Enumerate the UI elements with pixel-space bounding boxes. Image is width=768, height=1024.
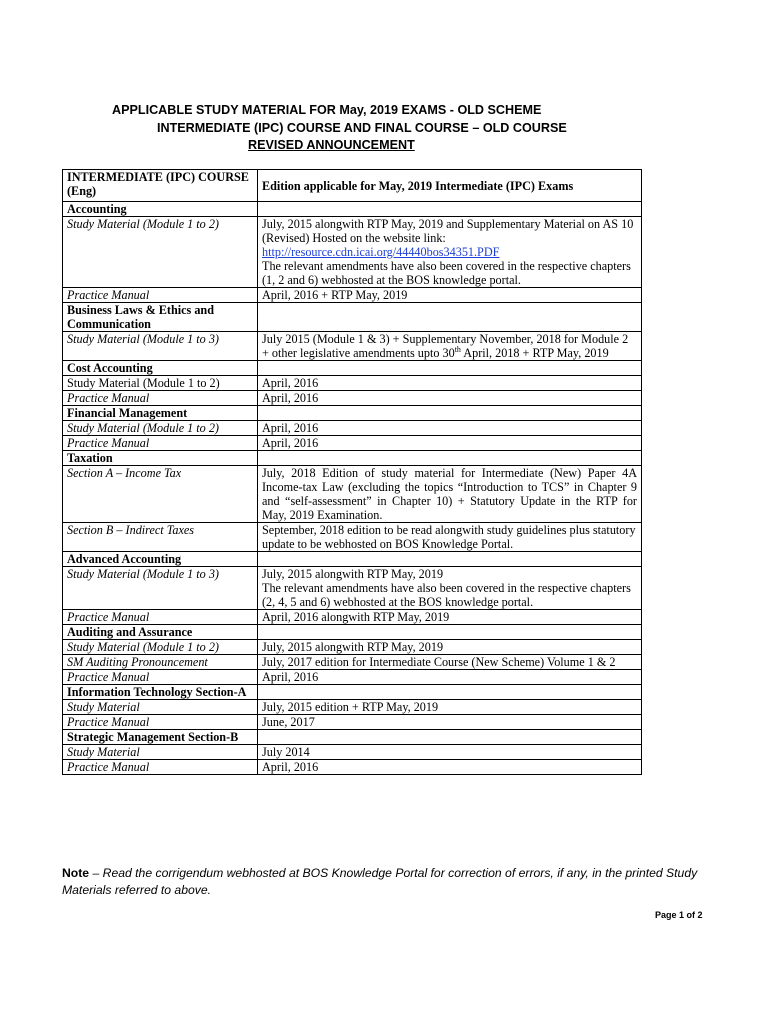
section-heading: Cost Accounting <box>63 361 258 376</box>
row-value-text: The relevant amendments have also been covered in the respective chapters (2, 4, 5 and 6) webhosted at the BOS knowledge portal. <box>262 581 631 609</box>
row-value: April, 2016 <box>258 421 642 436</box>
table-row <box>63 436 642 451</box>
row-value: July, 2015 edition + RTP May, 2019 <box>258 700 642 715</box>
row-label: Section A – Income Tax <box>63 466 258 523</box>
row-label: Practice Manual <box>63 288 258 303</box>
col1-header: INTERMEDIATE (IPC) COURSE (Eng) <box>63 170 258 202</box>
row-label: Study Material (Module 1 to 3) <box>63 567 258 610</box>
footnote <box>62 865 702 899</box>
table-row <box>63 523 642 552</box>
section-row <box>63 406 642 421</box>
section-heading: Business Laws & Ethics and Communication <box>63 303 258 332</box>
row-value: July, 2018 Edition of study material for Intermediate (New) Paper 4A Income-tax Law (excluding the topics “Introduction to TCS” in Chapter 9 and “self-assessment” in Chapter 10) + Statutory Update in the RTP for May, 2019 Examination. <box>258 466 642 523</box>
row-label: Practice Manual <box>63 391 258 406</box>
row-label: Practice Manual <box>63 715 258 730</box>
material-link[interactable]: http://resource.cdn.icai.org/44440bos34351.PDF <box>262 245 500 259</box>
section-heading: Strategic Management Section-B <box>63 730 258 745</box>
row-value-text: The relevant amendments have also been covered in the respective chapters (1, 2 and 6) webhosted at the BOS knowledge portal. <box>262 259 631 287</box>
row-label: Practice Manual <box>63 436 258 451</box>
row-label: Study Material (Module 1 to 2) <box>63 421 258 436</box>
table-row <box>63 760 642 775</box>
section-heading: Accounting <box>63 202 258 217</box>
row-value <box>258 217 642 288</box>
row-label: Study Material <box>63 700 258 715</box>
table-header-row <box>63 170 642 202</box>
table-row <box>63 217 642 288</box>
section-heading: Information Technology Section-A <box>63 685 258 700</box>
row-label: Section B – Indirect Taxes <box>63 523 258 552</box>
note-text: – Read the corrigendum webhosted at BOS Knowledge Portal for correction of errors, if any, in the printed Study Materials referred to above. <box>62 866 698 897</box>
row-value: September, 2018 edition to be read alongwith study guidelines plus statutory update to be webhosted on BOS Knowledge Portal. <box>258 523 642 552</box>
table-row <box>63 391 642 406</box>
table-row <box>63 466 642 523</box>
table-row <box>63 745 642 760</box>
doc-title-line-1: APPLICABLE STUDY MATERIAL FOR May, 2019 EXAMS - OLD SCHEME <box>112 103 542 117</box>
section-row <box>63 685 642 700</box>
table-row <box>63 640 642 655</box>
row-label: Practice Manual <box>63 760 258 775</box>
row-value <box>258 567 642 610</box>
note-label: Note <box>62 866 90 880</box>
row-value <box>258 332 642 361</box>
section-row <box>63 303 642 332</box>
table-row <box>63 376 642 391</box>
table-row <box>63 715 642 730</box>
row-value: April, 2016 alongwith RTP May, 2019 <box>258 610 642 625</box>
row-label: Practice Manual <box>63 610 258 625</box>
row-value-text: July, 2015 alongwith RTP May, 2019 <box>262 567 444 581</box>
row-label: Study Material (Module 1 to 2) <box>63 640 258 655</box>
row-label: Study Material (Module 1 to 2) <box>63 217 258 288</box>
superscript: th <box>454 344 461 354</box>
table-row <box>63 288 642 303</box>
row-value: April, 2016 <box>258 670 642 685</box>
row-value: April, 2016 <box>258 376 642 391</box>
row-value-text: July, 2015 alongwith RTP May, 2019 and Supplementary Material on AS 10 (Revised) Hosted on the website link: <box>262 217 634 245</box>
section-row <box>63 625 642 640</box>
table-row <box>63 567 642 610</box>
row-value: April, 2016 + RTP May, 2019 <box>258 288 642 303</box>
section-row <box>63 730 642 745</box>
doc-title-revised: REVISED ANNOUNCEMENT <box>248 138 415 152</box>
section-row <box>63 361 642 376</box>
row-value: April, 2016 <box>258 391 642 406</box>
section-heading: Financial Management <box>63 406 258 421</box>
table-row <box>63 700 642 715</box>
doc-title-line-2: INTERMEDIATE (IPC) COURSE AND FINAL COURSE – OLD COURSE <box>157 121 567 135</box>
section-heading: Taxation <box>63 451 258 466</box>
section-row <box>63 552 642 567</box>
row-value: April, 2016 <box>258 436 642 451</box>
table-row <box>63 655 642 670</box>
row-label: SM Auditing Pronouncement <box>63 655 258 670</box>
section-heading: Advanced Accounting <box>63 552 258 567</box>
row-label: Study Material <box>63 745 258 760</box>
col2-header: Edition applicable for May, 2019 Intermediate (IPC) Exams <box>258 170 642 202</box>
table-row <box>63 610 642 625</box>
study-material-table <box>62 169 642 775</box>
page-number: Page 1 of 2 <box>655 910 703 920</box>
section-heading: Auditing and Assurance <box>63 625 258 640</box>
row-value: July 2014 <box>258 745 642 760</box>
section-row <box>63 451 642 466</box>
table-row <box>63 332 642 361</box>
table-row <box>63 670 642 685</box>
row-value-text: July 2015 (Module 1 & 3) + Supplementary November, 2018 for Module 2 + other legislative amendments upto 30 <box>262 332 629 360</box>
row-value: July, 2017 edition for Intermediate Course (New Scheme) Volume 1 & 2 <box>258 655 642 670</box>
row-value: June, 2017 <box>258 715 642 730</box>
section-row <box>63 202 642 217</box>
row-value-text: April, 2018 + RTP May, 2019 <box>460 346 609 360</box>
row-value: April, 2016 <box>258 760 642 775</box>
row-value: July, 2015 alongwith RTP May, 2019 <box>258 640 642 655</box>
row-label: Study Material (Module 1 to 2) <box>63 376 258 391</box>
row-label: Study Material (Module 1 to 3) <box>63 332 258 361</box>
table-row <box>63 421 642 436</box>
row-label: Practice Manual <box>63 670 258 685</box>
